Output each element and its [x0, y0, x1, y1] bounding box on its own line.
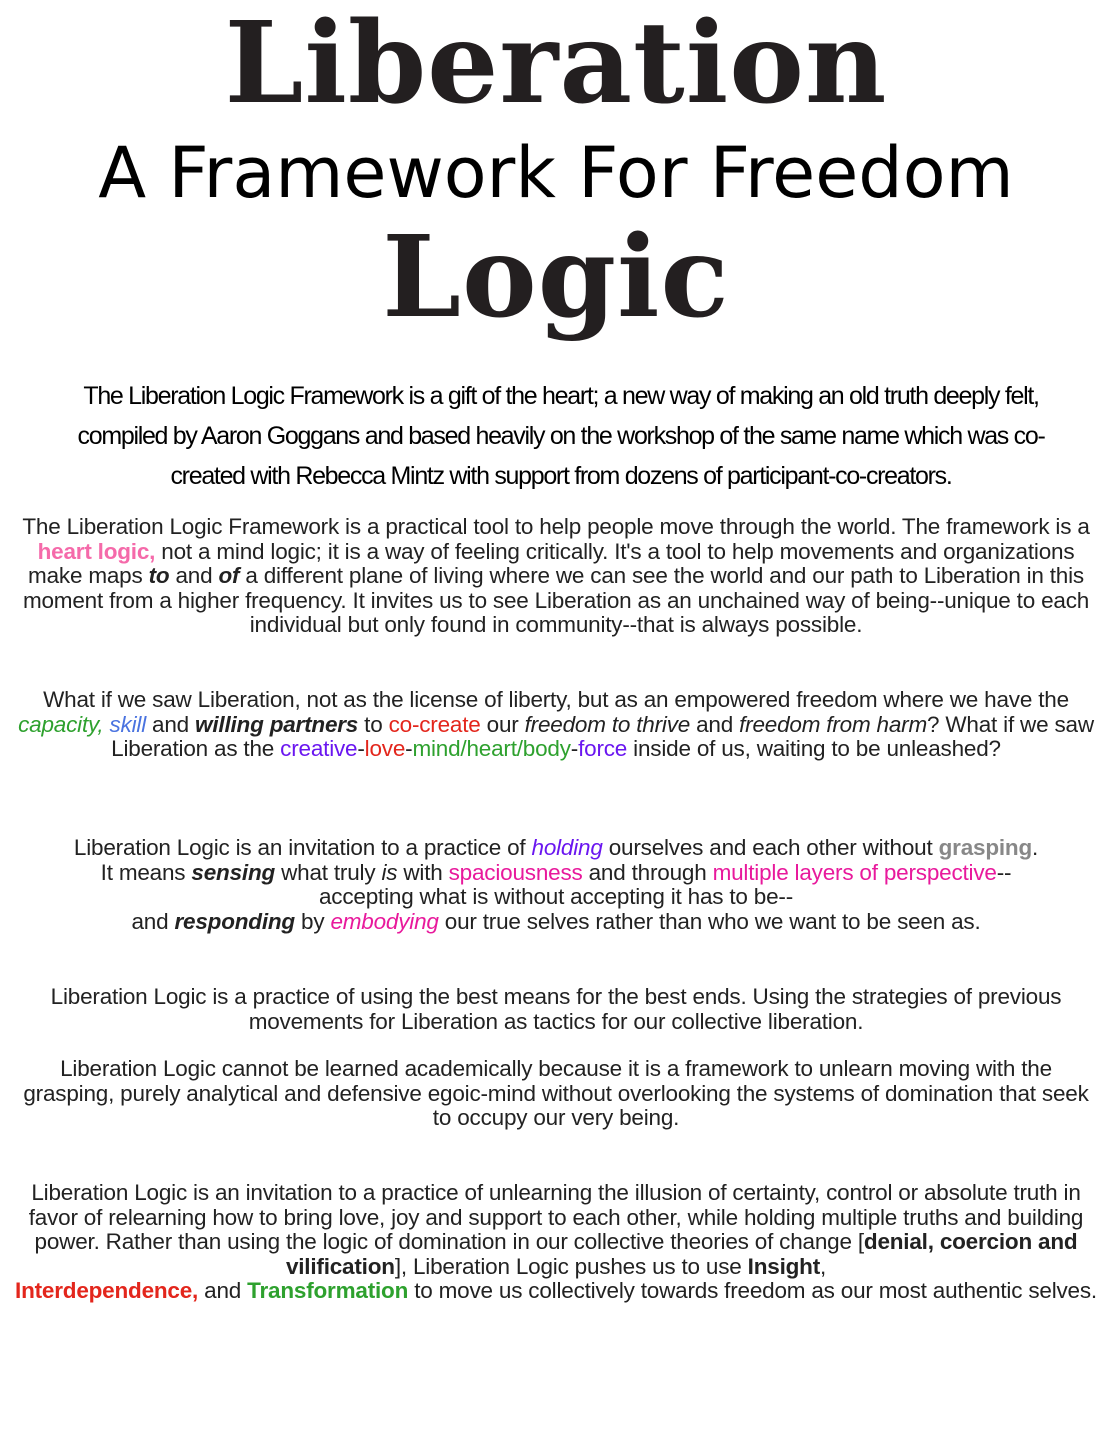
text: and	[131, 908, 175, 934]
text: to move us collectively towards freedom as our most authentic selves.	[408, 1278, 1097, 1304]
intro-line: The Liberation Logic Framework is a gift of the heart; a new way of making an old truth deeply felt,	[83, 382, 1039, 410]
emphasis-is: is	[381, 859, 398, 885]
text: by	[294, 908, 331, 934]
emphasis-of: of	[218, 563, 240, 589]
highlight-force: force	[578, 736, 628, 762]
text: and	[169, 563, 219, 589]
emphasis-responding: responding	[174, 908, 295, 934]
text: and through	[582, 859, 713, 885]
text: our true selves rather than who we want to be seen as.	[438, 908, 981, 934]
text: The Liberation Logic Framework is a practical tool to help people move through the world. The framework is a	[22, 514, 1090, 539]
paragraph-best-means: Liberation Logic is a practice of using the best means for the best ends. Using the strategies of previous movements for Liberation as tactics for our collective liberation.	[50, 984, 1062, 1034]
highlight-love: love	[364, 736, 406, 762]
paragraph-what-if	[14, 688, 1098, 762]
text: ? What if we saw Liberation as the	[111, 711, 1094, 762]
text: ourselves and each other without	[602, 835, 939, 860]
text: -	[357, 736, 365, 762]
paragraph-unlearning-certainty	[14, 1181, 1098, 1304]
emphasis-willing-partners: willing partners	[195, 711, 359, 737]
text: -	[405, 736, 413, 762]
title-logic: Logic	[382, 212, 730, 343]
emphasis-insight: Insight	[747, 1253, 820, 1279]
emphasis-freedom-from-harm: freedom from harm	[739, 711, 928, 737]
highlight-grasping: grasping	[938, 835, 1033, 860]
highlight-co-create: co-create	[388, 711, 481, 737]
highlight-heart-logic: heart logic,	[37, 538, 156, 564]
intro-paragraph	[30, 376, 1092, 496]
highlight-interdependence: Interdependence,	[15, 1278, 199, 1304]
title-subtitle: A Framework For Freedom	[98, 132, 1014, 214]
text: inside of us, waiting to be unleashed?	[627, 736, 1001, 762]
text: with	[397, 859, 449, 885]
highlight-capacity: capacity,	[18, 711, 104, 737]
text: --	[996, 859, 1012, 885]
highlight-holding: holding	[531, 835, 603, 860]
text: Liberation Logic is an invitation to a practice of	[73, 835, 532, 860]
text: what truly	[275, 859, 382, 885]
text: .	[1032, 835, 1039, 860]
text: not a mind logic; it is a way of feeling critically. It's a tool to help movements and organizations make maps	[28, 538, 1075, 589]
text: ,	[820, 1253, 827, 1279]
paragraph-line	[14, 910, 1098, 935]
text: to	[358, 711, 389, 737]
paragraph-line	[14, 861, 1098, 886]
text: -	[570, 736, 579, 762]
paragraph-unlearn: Liberation Logic cannot be learned academically because it is a framework to unlearn moving with the grasping, purely analytical and defensive egoic-mind without overlooking the systems of domination that seek to occupy our very being.	[23, 1056, 1089, 1131]
text: and	[146, 711, 196, 737]
title-liberation: Liberation	[224, 0, 888, 129]
highlight-skill: skill	[109, 711, 146, 737]
paragraph-line	[14, 836, 1098, 861]
intro-line: created with Rebecca Mintz with support from dozens of participant-co-creators.	[170, 462, 952, 490]
highlight-multiple-layers: multiple layers of perspective	[712, 859, 997, 885]
text: ], Liberation Logic pushes us to use	[394, 1253, 748, 1279]
text: our	[480, 711, 525, 737]
text: and	[690, 711, 740, 737]
text: It means	[100, 859, 192, 885]
intro-line: compiled by Aaron Goggans and based heavily on the workshop of the same name which was co-	[77, 422, 1045, 450]
highlight-spaciousness: spaciousness	[448, 859, 583, 885]
paragraph-line: accepting what is without accepting it has to be--	[318, 884, 793, 910]
highlight-embodying: embodying	[330, 908, 439, 934]
emphasis-to: to	[148, 563, 170, 589]
text: What if we saw Liberation, not as the license of liberty, but as an empowered freedom where we have the	[43, 687, 1069, 712]
paragraph-holding	[14, 836, 1098, 934]
emphasis-denial: denial, coercion and vilification	[285, 1229, 1078, 1279]
text: Liberation Logic is an invitation to a practice of unlearning the illusion of certainty, control or absolute truth in favor of relearning how to bring love, joy and support to each other, while holding multiple truths and building power. Rather than using the logic of domination in our collective theories of change [	[28, 1180, 1084, 1255]
highlight-mind-heart-body: mind/heart/body	[412, 736, 571, 762]
text: a different plane of living where we can see the world and our path to Liberation in this moment from a higher frequency. It invites us to see Liberation as an unchained way of being--unique to each individual but only found in community--that is always possible.	[22, 563, 1090, 638]
highlight-creative: creative	[280, 736, 358, 762]
emphasis-freedom-to-thrive: freedom to thrive	[524, 711, 691, 737]
text: and	[198, 1278, 248, 1304]
emphasis-sensing: sensing	[191, 859, 276, 885]
paragraph-framework	[14, 515, 1098, 638]
highlight-transformation: Transformation	[247, 1278, 409, 1304]
